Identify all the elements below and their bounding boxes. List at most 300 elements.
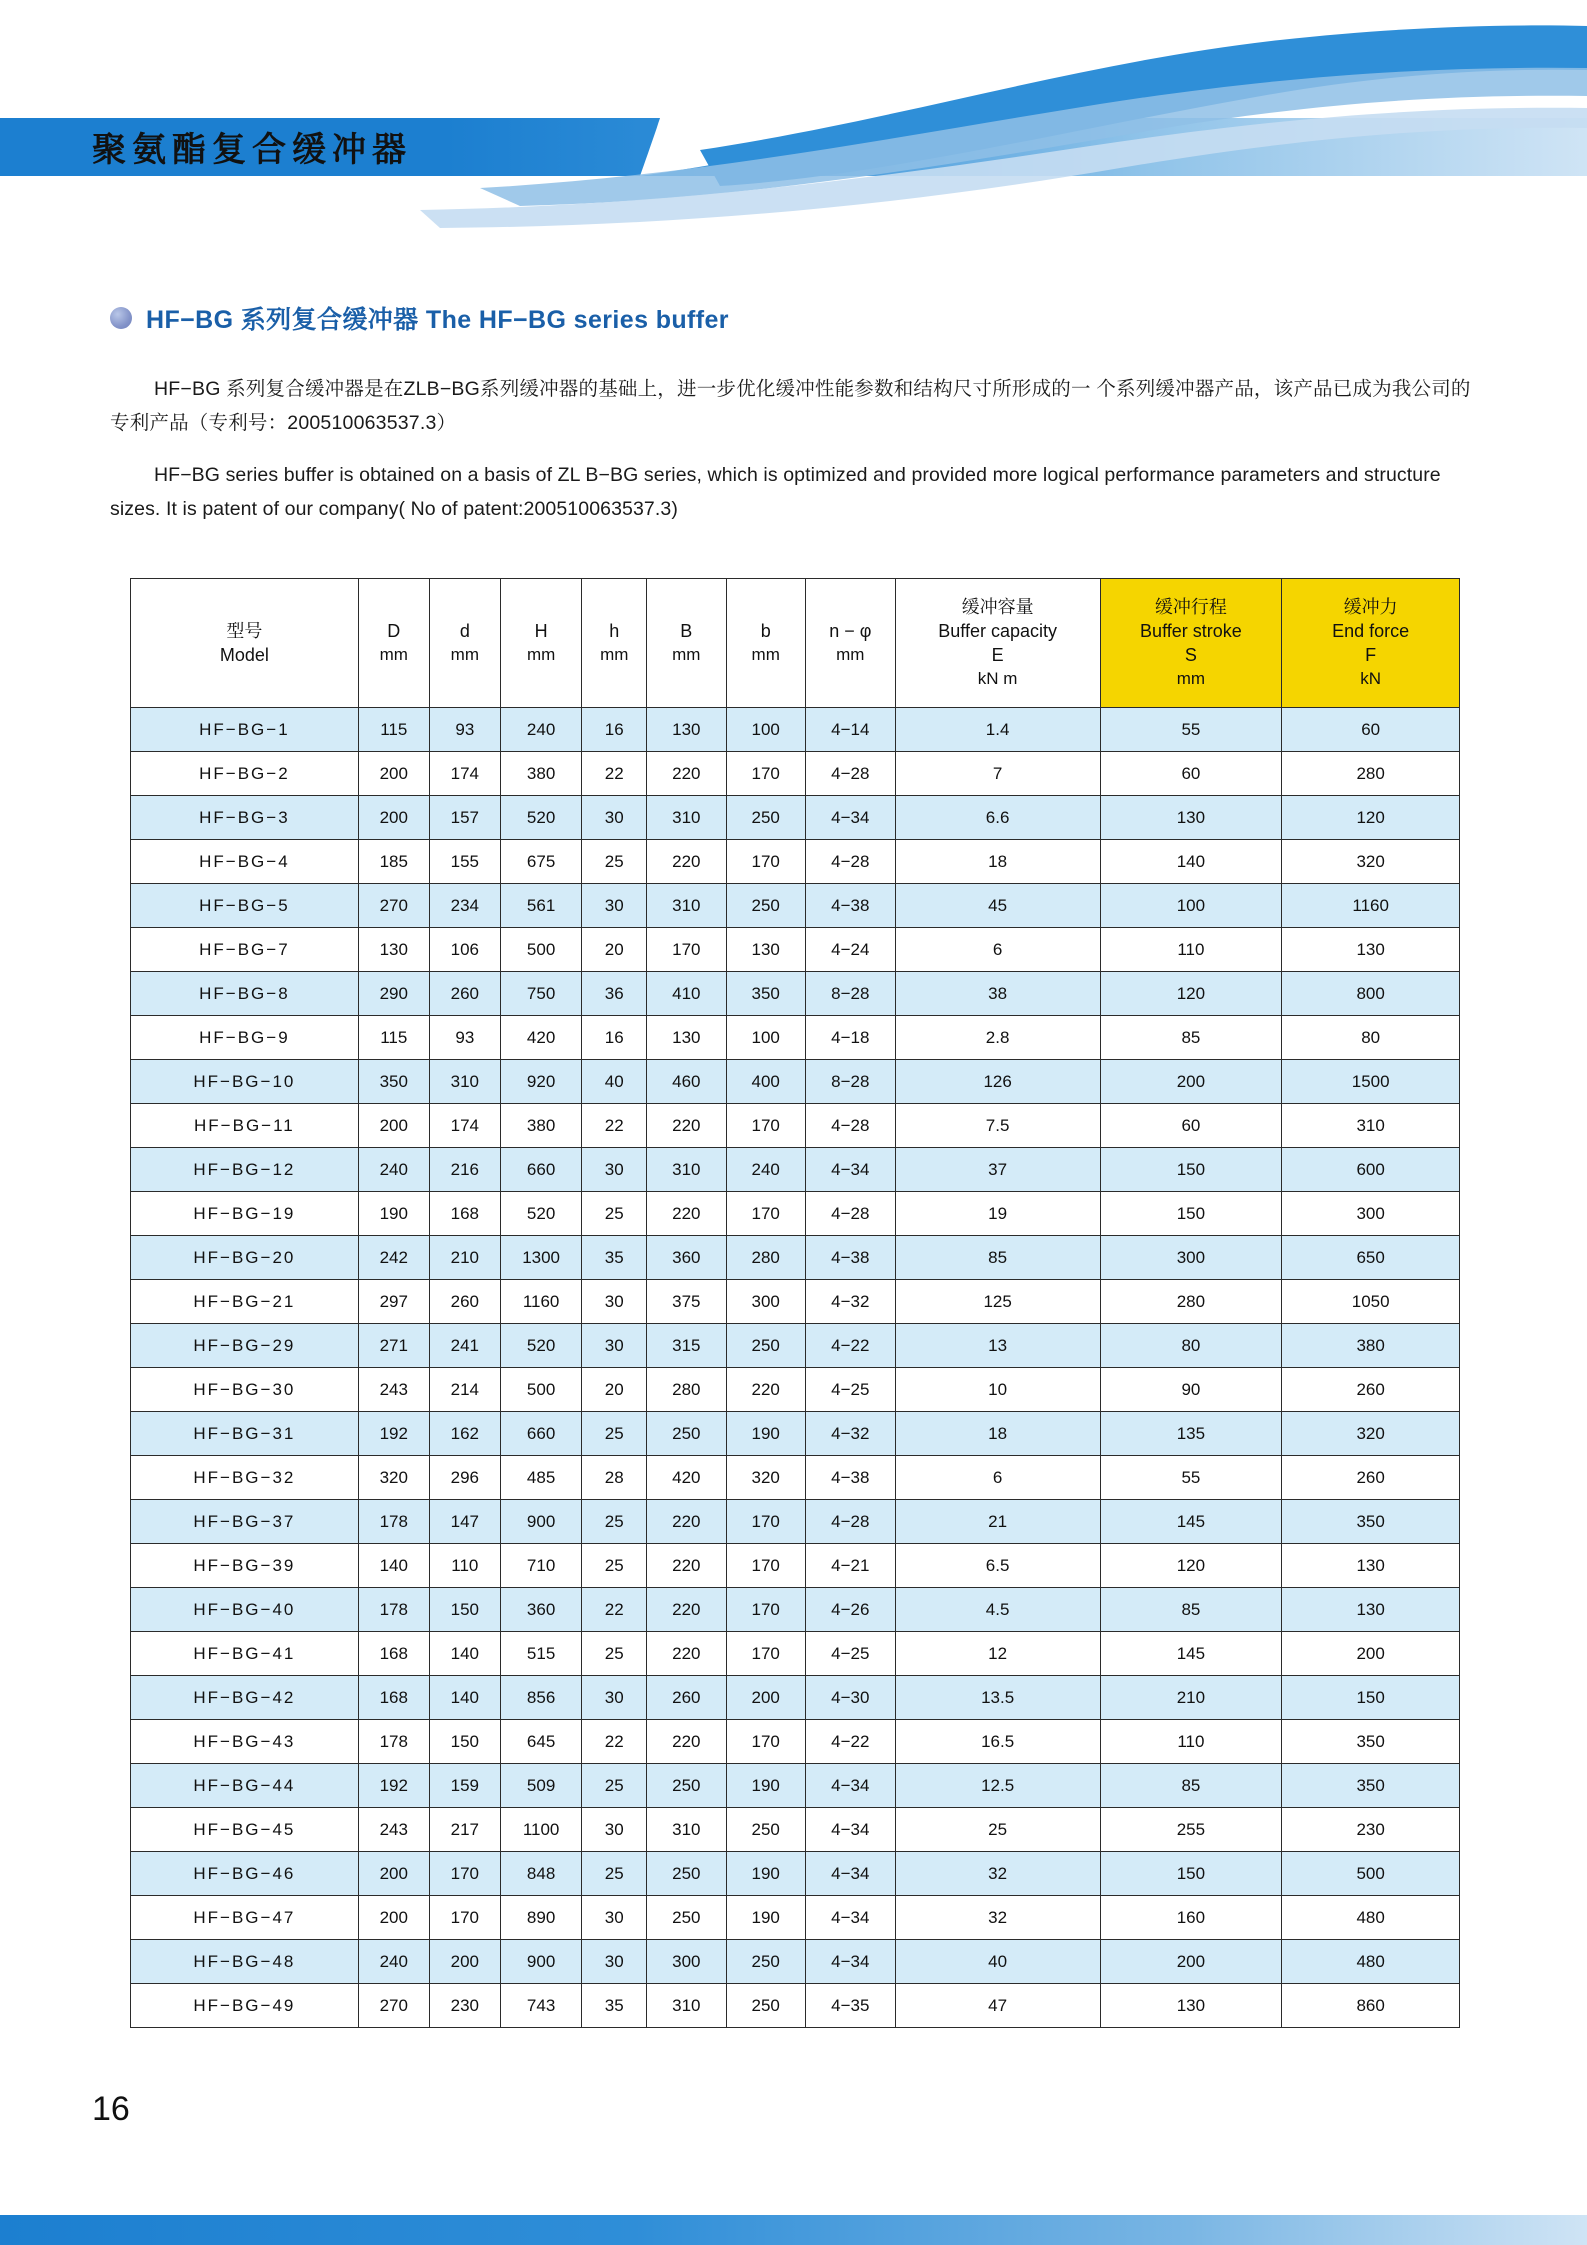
table-cell: 350 <box>1282 1500 1460 1544</box>
table-row <box>131 972 1460 1016</box>
table-cell: 460 <box>647 1060 726 1104</box>
table-cell: 170 <box>647 928 726 972</box>
table-cell: 4−34 <box>805 1148 895 1192</box>
table-row <box>131 708 1460 752</box>
table-cell: 220 <box>647 752 726 796</box>
table-cell: 250 <box>647 1764 726 1808</box>
table-cell-model: HF−BG−39 <box>131 1544 359 1588</box>
table-cell-model: HF−BG−21 <box>131 1280 359 1324</box>
table-cell: 645 <box>500 1720 581 1764</box>
table-header-cell-4: h mm <box>582 579 647 708</box>
table-cell-model: HF−BG−1 <box>131 708 359 752</box>
table-row <box>131 1808 1460 1852</box>
table-cell: 4−22 <box>805 1324 895 1368</box>
table-row <box>131 1544 1460 1588</box>
table-cell: 178 <box>358 1720 429 1764</box>
table-cell-model: HF−BG−48 <box>131 1940 359 1984</box>
table-cell: 4−34 <box>805 1764 895 1808</box>
table-cell: 4−14 <box>805 708 895 752</box>
table-cell-model: HF−BG−47 <box>131 1896 359 1940</box>
table-cell: 159 <box>429 1764 500 1808</box>
table-cell: 130 <box>1282 928 1460 972</box>
table-cell: 515 <box>500 1632 581 1676</box>
table-cell: 4−38 <box>805 1236 895 1280</box>
table-cell: 170 <box>726 1588 805 1632</box>
table-cell: 310 <box>647 1808 726 1852</box>
table-cell: 230 <box>429 1984 500 2028</box>
table-row <box>131 1676 1460 1720</box>
table-row <box>131 1984 1460 2028</box>
table-cell: 130 <box>1282 1588 1460 1632</box>
table-cell: 243 <box>358 1368 429 1412</box>
table-cell-model: HF−BG−11 <box>131 1104 359 1148</box>
table-cell: 6 <box>895 928 1100 972</box>
table-cell: 509 <box>500 1764 581 1808</box>
table-cell-model: HF−BG−41 <box>131 1632 359 1676</box>
table-cell: 30 <box>582 1940 647 1984</box>
table-cell: 168 <box>429 1192 500 1236</box>
table-row <box>131 1368 1460 1412</box>
page-header <box>0 0 1587 260</box>
table-cell: 25 <box>582 1544 647 1588</box>
table-cell: 115 <box>358 1016 429 1060</box>
table-cell: 485 <box>500 1456 581 1500</box>
page-number: 16 <box>92 2090 130 2128</box>
table-cell: 255 <box>1100 1808 1282 1852</box>
table-cell: 750 <box>500 972 581 1016</box>
table-cell: 380 <box>500 752 581 796</box>
table-cell: 210 <box>429 1236 500 1280</box>
table-cell: 350 <box>1282 1764 1460 1808</box>
table-cell: 4−28 <box>805 1500 895 1544</box>
table-cell: 1050 <box>1282 1280 1460 1324</box>
table-cell: 130 <box>1100 796 1282 840</box>
table-cell: 10 <box>895 1368 1100 1412</box>
table-cell: 60 <box>1100 752 1282 796</box>
table-cell: 240 <box>358 1148 429 1192</box>
table-cell: 300 <box>1100 1236 1282 1280</box>
table-cell: 200 <box>1100 1940 1282 1984</box>
table-cell: 162 <box>429 1412 500 1456</box>
table-row <box>131 1236 1460 1280</box>
table-cell: 320 <box>358 1456 429 1500</box>
table-cell: 220 <box>726 1368 805 1412</box>
table-cell: 890 <box>500 1896 581 1940</box>
table-cell: 250 <box>726 1324 805 1368</box>
table-cell: 32 <box>895 1896 1100 1940</box>
table-cell-model: HF−BG−20 <box>131 1236 359 1280</box>
table-cell: 920 <box>500 1060 581 1104</box>
table-cell: 675 <box>500 840 581 884</box>
table-cell: 220 <box>647 1192 726 1236</box>
table-cell: 168 <box>358 1632 429 1676</box>
table-cell: 110 <box>429 1544 500 1588</box>
table-cell-model: HF−BG−10 <box>131 1060 359 1104</box>
table-cell: 200 <box>1100 1060 1282 1104</box>
table-cell: 4−30 <box>805 1676 895 1720</box>
table-cell: 220 <box>647 1588 726 1632</box>
table-cell: 856 <box>500 1676 581 1720</box>
table-cell: 4−34 <box>805 1852 895 1896</box>
table-row <box>131 796 1460 840</box>
table-cell: 4−28 <box>805 1192 895 1236</box>
table-cell: 650 <box>1282 1236 1460 1280</box>
table-cell: 185 <box>358 840 429 884</box>
table-cell: 4−38 <box>805 884 895 928</box>
table-cell: 150 <box>1282 1676 1460 1720</box>
table-cell: 130 <box>358 928 429 972</box>
table-cell: 150 <box>429 1720 500 1764</box>
table-cell: 35 <box>582 1236 647 1280</box>
table-cell: 115 <box>358 708 429 752</box>
table-cell: 30 <box>582 1896 647 1940</box>
table-cell-model: HF−BG−5 <box>131 884 359 928</box>
table-cell: 600 <box>1282 1148 1460 1192</box>
table-cell: 16.5 <box>895 1720 1100 1764</box>
table-cell: 260 <box>429 1280 500 1324</box>
table-cell: 1160 <box>500 1280 581 1324</box>
table-cell: 1300 <box>500 1236 581 1280</box>
table-cell: 2.8 <box>895 1016 1100 1060</box>
table-cell: 200 <box>358 796 429 840</box>
table-cell: 350 <box>726 972 805 1016</box>
table-cell: 4−28 <box>805 752 895 796</box>
table-cell: 4−22 <box>805 1720 895 1764</box>
table-cell: 4−34 <box>805 1808 895 1852</box>
table-cell: 45 <box>895 884 1100 928</box>
table-cell: 200 <box>1282 1632 1460 1676</box>
table-cell: 155 <box>429 840 500 884</box>
table-cell: 25 <box>582 1192 647 1236</box>
table-cell: 4−28 <box>805 840 895 884</box>
table-cell: 13.5 <box>895 1676 1100 1720</box>
table-cell: 250 <box>726 796 805 840</box>
table-cell: 220 <box>647 840 726 884</box>
table-cell: 140 <box>358 1544 429 1588</box>
table-cell: 200 <box>358 1104 429 1148</box>
table-cell-model: HF−BG−3 <box>131 796 359 840</box>
table-cell: 85 <box>895 1236 1100 1280</box>
table-cell-model: HF−BG−8 <box>131 972 359 1016</box>
table-cell: 170 <box>726 840 805 884</box>
table-cell: 280 <box>1282 752 1460 796</box>
table-cell: 270 <box>358 884 429 928</box>
table-cell: 260 <box>429 972 500 1016</box>
table-cell: 22 <box>582 1588 647 1632</box>
table-row <box>131 1852 1460 1896</box>
table-cell: 420 <box>647 1456 726 1500</box>
table-row <box>131 1280 1460 1324</box>
table-cell: 1500 <box>1282 1060 1460 1104</box>
table-cell: 170 <box>726 752 805 796</box>
table-cell: 4−32 <box>805 1280 895 1324</box>
table-cell: 200 <box>358 1896 429 1940</box>
table-cell: 848 <box>500 1852 581 1896</box>
table-cell: 140 <box>1100 840 1282 884</box>
intro-paragraph-english: HF−BG series buffer is obtained on a basis of ZL B−BG series, which is optimized and provided more logical performance parameters and structure sizes. It is patent of our company( No of patent:200510063537.3) <box>110 464 1441 520</box>
table-cell: 4−25 <box>805 1632 895 1676</box>
table-header-cell-5: B mm <box>647 579 726 708</box>
table-cell: 140 <box>429 1676 500 1720</box>
table-cell: 190 <box>726 1852 805 1896</box>
table-cell: 147 <box>429 1500 500 1544</box>
table-cell: 1100 <box>500 1808 581 1852</box>
table-cell: 25 <box>582 1412 647 1456</box>
table-row <box>131 1148 1460 1192</box>
table-cell: 315 <box>647 1324 726 1368</box>
table-cell: 220 <box>647 1632 726 1676</box>
table-row <box>131 1456 1460 1500</box>
table-cell: 4−32 <box>805 1412 895 1456</box>
table-cell-model: HF−BG−46 <box>131 1852 359 1896</box>
table-row <box>131 884 1460 928</box>
header-swoosh-graphic <box>0 0 1587 230</box>
table-cell: 500 <box>1282 1852 1460 1896</box>
table-cell: 170 <box>726 1192 805 1236</box>
table-cell: 120 <box>1282 796 1460 840</box>
table-cell: 240 <box>500 708 581 752</box>
table-cell: 8−28 <box>805 972 895 1016</box>
table-cell: 200 <box>726 1676 805 1720</box>
section-heading <box>110 300 729 336</box>
table-cell: 174 <box>429 752 500 796</box>
table-cell: 12 <box>895 1632 1100 1676</box>
table-cell: 500 <box>500 1368 581 1412</box>
table-cell: 220 <box>647 1544 726 1588</box>
table-cell: 93 <box>429 1016 500 1060</box>
table-cell: 22 <box>582 1720 647 1764</box>
table-cell: 170 <box>726 1104 805 1148</box>
table-cell: 178 <box>358 1500 429 1544</box>
table-cell: 60 <box>1282 708 1460 752</box>
table-cell: 250 <box>726 884 805 928</box>
table-cell: 22 <box>582 752 647 796</box>
table-cell: 25 <box>582 1632 647 1676</box>
table-cell: 150 <box>1100 1852 1282 1896</box>
table-cell: 500 <box>500 928 581 972</box>
table-cell: 4−25 <box>805 1368 895 1412</box>
table-cell: 110 <box>1100 1720 1282 1764</box>
table-cell: 271 <box>358 1324 429 1368</box>
table-cell: 4−21 <box>805 1544 895 1588</box>
table-cell: 480 <box>1282 1940 1460 1984</box>
table-cell: 260 <box>647 1676 726 1720</box>
table-cell-model: HF−BG−32 <box>131 1456 359 1500</box>
intro-paragraph-chinese: HF−BG 系列复合缓冲器是在ZLB−BG系列缓冲器的基础上，进一步优化缓冲性能参数和结构尺寸所形成的一 个系列缓冲器产品，该产品已成为我公司的专利产品（专利号：200510063537.3） <box>110 378 1471 434</box>
table-cell: 660 <box>500 1412 581 1456</box>
table-cell-model: HF−BG−19 <box>131 1192 359 1236</box>
table-cell: 16 <box>582 1016 647 1060</box>
table-cell: 120 <box>1100 972 1282 1016</box>
table-cell: 19 <box>895 1192 1100 1236</box>
table-cell: 130 <box>647 708 726 752</box>
table-cell: 520 <box>500 1192 581 1236</box>
table-cell-model: HF−BG−49 <box>131 1984 359 2028</box>
table-cell: 220 <box>647 1104 726 1148</box>
table-cell: 320 <box>726 1456 805 1500</box>
table-cell-model: HF−BG−4 <box>131 840 359 884</box>
table-cell: 217 <box>429 1808 500 1852</box>
table-row <box>131 1940 1460 1984</box>
table-cell: 32 <box>895 1852 1100 1896</box>
table-cell: 300 <box>726 1280 805 1324</box>
table-cell: 170 <box>429 1852 500 1896</box>
table-cell: 242 <box>358 1236 429 1280</box>
table-cell: 190 <box>358 1192 429 1236</box>
table-header-cell-7: n − φ mm <box>805 579 895 708</box>
table-cell: 270 <box>358 1984 429 2028</box>
table-cell: 297 <box>358 1280 429 1324</box>
table-cell: 296 <box>429 1456 500 1500</box>
table-cell-model: HF−BG−12 <box>131 1148 359 1192</box>
table-cell: 7 <box>895 752 1100 796</box>
table-cell: 12.5 <box>895 1764 1100 1808</box>
table-cell: 125 <box>895 1280 1100 1324</box>
table-cell: 4.5 <box>895 1588 1100 1632</box>
table-cell: 16 <box>582 708 647 752</box>
table-cell: 400 <box>726 1060 805 1104</box>
table-cell: 320 <box>1282 840 1460 884</box>
table-cell: 280 <box>1100 1280 1282 1324</box>
table-header-row <box>131 579 1460 708</box>
table-row <box>131 1324 1460 1368</box>
table-cell: 168 <box>358 1676 429 1720</box>
table-cell: 170 <box>429 1896 500 1940</box>
specification-table <box>130 578 1460 2028</box>
table-cell: 28 <box>582 1456 647 1500</box>
table-cell: 192 <box>358 1764 429 1808</box>
table-cell: 561 <box>500 884 581 928</box>
table-header-cell-3: H mm <box>500 579 581 708</box>
table-row <box>131 1104 1460 1148</box>
table-cell: 157 <box>429 796 500 840</box>
table-cell: 310 <box>647 796 726 840</box>
table-cell: 160 <box>1100 1896 1282 1940</box>
table-cell: 140 <box>429 1632 500 1676</box>
section-title-text: HF−BG 系列复合缓冲器 The HF−BG series buffer <box>146 306 729 334</box>
table-row <box>131 1720 1460 1764</box>
table-cell: 145 <box>1100 1500 1282 1544</box>
table-cell: 1.4 <box>895 708 1100 752</box>
table-cell: 290 <box>358 972 429 1016</box>
table-cell: 4−24 <box>805 928 895 972</box>
table-cell: 130 <box>1100 1984 1282 2028</box>
table-row <box>131 1896 1460 1940</box>
table-cell: 106 <box>429 928 500 972</box>
table-cell: 80 <box>1100 1324 1282 1368</box>
table-row <box>131 1412 1460 1456</box>
table-cell: 150 <box>1100 1148 1282 1192</box>
table-cell: 18 <box>895 840 1100 884</box>
table-cell: 190 <box>726 1764 805 1808</box>
table-header-cell-10: 缓冲力 End force F kN <box>1282 579 1460 708</box>
table-cell: 8−28 <box>805 1060 895 1104</box>
table-cell: 220 <box>647 1720 726 1764</box>
table-cell: 30 <box>582 884 647 928</box>
table-cell: 100 <box>1100 884 1282 928</box>
table-cell: 234 <box>429 884 500 928</box>
table-header-cell-1: D mm <box>358 579 429 708</box>
table-cell: 37 <box>895 1148 1100 1192</box>
table-cell: 22 <box>582 1104 647 1148</box>
table-cell: 520 <box>500 1324 581 1368</box>
table-cell: 18 <box>895 1412 1100 1456</box>
table-cell: 130 <box>1282 1544 1460 1588</box>
table-cell: 280 <box>726 1236 805 1280</box>
table-cell: 210 <box>1100 1676 1282 1720</box>
table-cell: 300 <box>1282 1192 1460 1236</box>
table-cell: 130 <box>647 1016 726 1060</box>
table-cell-model: HF−BG−42 <box>131 1676 359 1720</box>
table-cell: 280 <box>647 1368 726 1412</box>
spec-table-container <box>130 578 1460 2028</box>
table-cell: 178 <box>358 1588 429 1632</box>
table-cell: 20 <box>582 1368 647 1412</box>
table-cell: 240 <box>358 1940 429 1984</box>
table-cell: 40 <box>895 1940 1100 1984</box>
table-cell: 743 <box>500 1984 581 2028</box>
table-cell: 38 <box>895 972 1100 1016</box>
table-cell: 150 <box>1100 1192 1282 1236</box>
table-cell: 410 <box>647 972 726 1016</box>
table-cell: 900 <box>500 1940 581 1984</box>
table-cell: 25 <box>582 1500 647 1544</box>
table-cell: 6 <box>895 1456 1100 1500</box>
table-cell-model: HF−BG−9 <box>131 1016 359 1060</box>
table-cell: 800 <box>1282 972 1460 1016</box>
table-cell: 80 <box>1282 1016 1460 1060</box>
table-cell: 660 <box>500 1148 581 1192</box>
table-cell: 190 <box>726 1896 805 1940</box>
table-cell: 241 <box>429 1324 500 1368</box>
table-cell: 250 <box>726 1984 805 2028</box>
table-cell-model: HF−BG−31 <box>131 1412 359 1456</box>
table-cell: 4−28 <box>805 1104 895 1148</box>
table-body <box>131 708 1460 2028</box>
table-cell: 380 <box>1282 1324 1460 1368</box>
table-cell: 214 <box>429 1368 500 1412</box>
table-row <box>131 840 1460 884</box>
table-cell: 30 <box>582 1676 647 1720</box>
table-row <box>131 1192 1460 1236</box>
table-cell: 710 <box>500 1544 581 1588</box>
table-cell: 240 <box>726 1148 805 1192</box>
table-row <box>131 1588 1460 1632</box>
table-cell: 25 <box>582 1764 647 1808</box>
table-header-cell-0: 型号 Model <box>131 579 359 708</box>
table-cell: 40 <box>582 1060 647 1104</box>
table-cell: 55 <box>1100 708 1282 752</box>
table-cell: 192 <box>358 1412 429 1456</box>
table-cell-model: HF−BG−44 <box>131 1764 359 1808</box>
table-cell: 13 <box>895 1324 1100 1368</box>
table-row <box>131 1500 1460 1544</box>
table-cell: 4−34 <box>805 796 895 840</box>
table-header-cell-8: 缓冲容量 Buffer capacity E kN m <box>895 579 1100 708</box>
table-cell: 120 <box>1100 1544 1282 1588</box>
table-cell: 7.5 <box>895 1104 1100 1148</box>
table-cell: 4−34 <box>805 1940 895 1984</box>
table-cell: 520 <box>500 796 581 840</box>
table-cell: 110 <box>1100 928 1282 972</box>
table-cell: 4−35 <box>805 1984 895 2028</box>
table-row <box>131 752 1460 796</box>
table-cell: 250 <box>726 1940 805 1984</box>
table-cell: 60 <box>1100 1104 1282 1148</box>
table-cell: 25 <box>895 1808 1100 1852</box>
table-header-cell-6: b mm <box>726 579 805 708</box>
table-cell: 190 <box>726 1412 805 1456</box>
